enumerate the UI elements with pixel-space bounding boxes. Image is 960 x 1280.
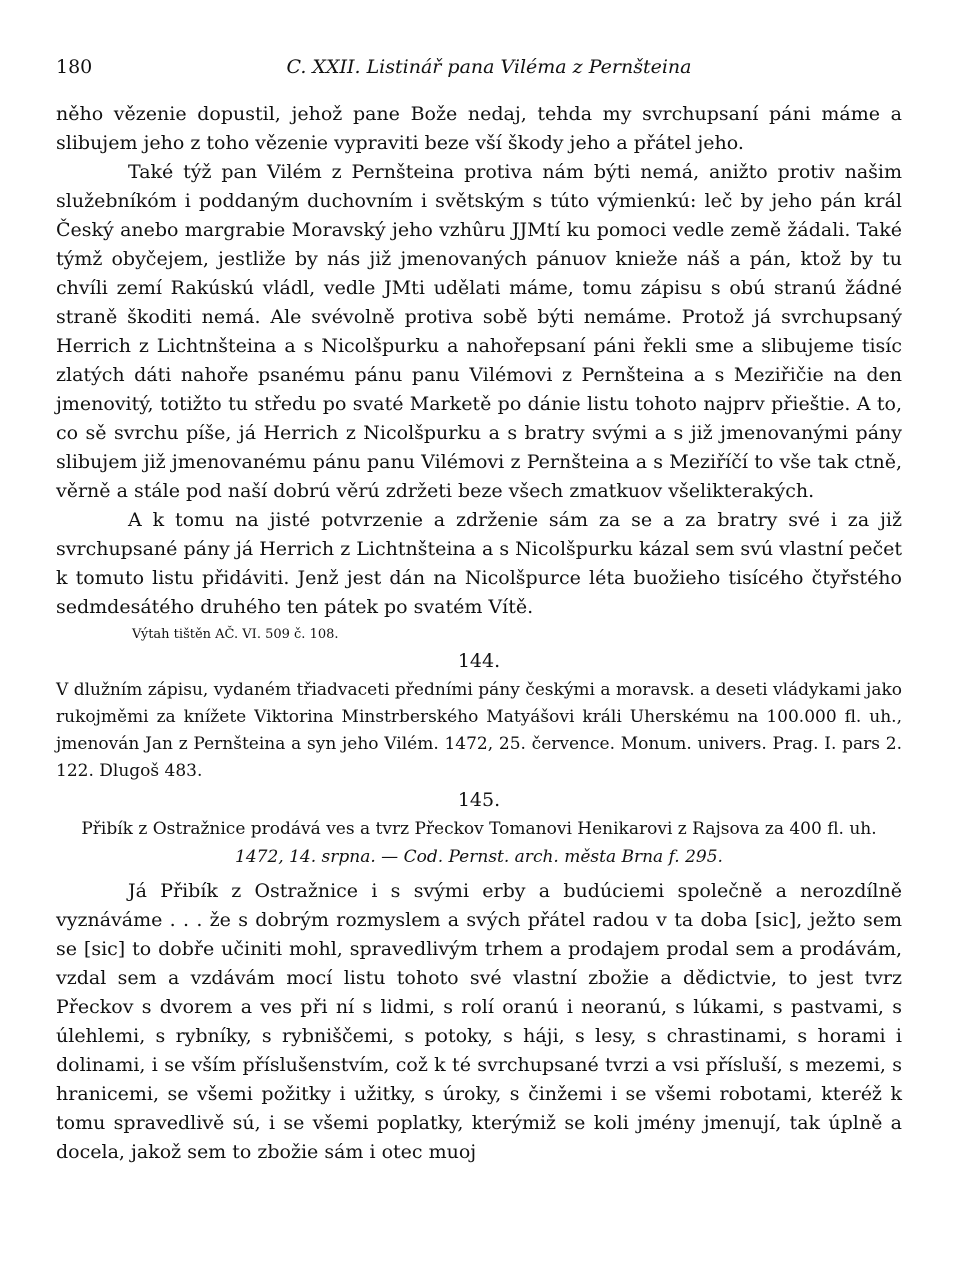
paragraph: Také týž pan Vilém z Pernšteina protiva nám býti nemá, anižto protiv našim služebníkóm i poddaným duchovním i světským s túto výmienkú: leč by jeho pán král Český anebo margrabie Moravský jeho vzhûru JJMtí ku pomoci vedle země žádali. Také týmž obyčejem, jestliže by nás již jmenovaných pánuov knieže náš a pán, ktož by tu chvíli zemí Rakúskú vládl, vedle JMti udělati máme, tomu zápisu s obú stranú žádné straně škoditi nemá. Ale svévolně protiva sobě býti nemáme. Protož já svrchupsaný Herrich z Lichtnšteina a s Nicolšpurku a nahořepsaní páni řekli sme a slibujeme tisíc zlatých dáti nahoře psanému pánu panu Vilémovi z Pernšteina a s Meziřičie na den jmenovitý, totižto tu středu po svaté Marketě po dánie listu tohoto najprv přieštie. A to, co sě svrchu píše, já Herrich z Nicolšpurku a s bratry svými a s již jmenovanými pány slibujem již jmenovanému pánu panu Vilémovi z Pernšteina a s Meziříčí to vše tak ctně, věrně a stále pod naší dobrú věrú zdržeti beze všech zmatkuov všelikterakých. (56, 161, 902, 502)
document-text: Já Přibík z Ostražnice i s svými erby a budúciemi společně a nerozdílně vyznáváme . . . že s dobrým rozmyslem a svých přátel radou v ta doba [sic], ježto sem se [sic] to dobře učiniti mohl, spravedlivým trhem a prodajem prodal sem a prodávám, vzdal sem a vzdávám mocí listu tohoto své vlastní zbožie a dědictvie, to jest tvrz Přeckov s dvorem a ves při ní s lidmi, s rolí oranú i neoranú, s lúkami, s pastvami, s úlehlemi, s rybníky, s rybniščemi, s potoky, s háji, s lesy, s chrastinami, s horami i dolinami, i se vším příslušenstvím, což k té svrchupsané tvrzi a vsi přísluší, s mezemi, s hranicemi, se všemi požitky i užitky, s úroky, s činžemi i se všemi robotami, kteréž k tomu spravedlivě sú, i se všemi poplatky, kterýmiž se koli jmény jmenují, tak úplně a docela, jakož sem to zbožie sám i otec muoj (56, 880, 902, 1163)
document-regest: V dlužním zápisu, vydaném třiadvaceti předními pány českými a moravsk. a deseti vládykami jako rukojměmi za knížete Viktorina Minstrberského Matyášovi králi Uherskému na 100.000 fl. uh., jmenován Jan z Pernšteina a syn jeho Vilém. 1472, 25. července. Monum. univers. Prag. I. pars 2. 122. Dlugoš 483. (56, 680, 902, 781)
paragraph: něho vězenie dopustil, jehož pane Bože nedaj, tehda my svrchupsaní páni máme a slibujem jeho z toho vězenie vypraviti beze vší škody jeho a přátel jeho. (56, 103, 902, 154)
source-note: Výtah tištěn AČ. VI. 509 č. 108. (132, 627, 339, 642)
running-head (56, 56, 902, 86)
paragraph: A k tomu na jisté potvrzenie a zdrženie sám za se a za bratry své i za již svrchupsané pány já Herrich z Lichtnšteina a s Nicolšpurku kázal sem svú vlastní pečet k tomuto listu přidáviti. Jenž jest dán na Nicolšpurce léta buožieho tisícého čtyřstého sedmdesátého druhého ten pátek po svatém Vítě. (56, 509, 902, 618)
running-title: C. XXII. Listinář pana Viléma z Pernšteina (286, 56, 692, 78)
page-number: 180 (56, 56, 93, 78)
document-number: 144. (457, 650, 501, 672)
document-dateline: 1472, 14. srpna. — Cod. Pernst. arch. města Brna f. 295. (235, 847, 723, 867)
document-number: 145. (457, 789, 501, 811)
document-regest: Přibík z Ostražnice prodává ves a tvrz Přeckov Tomanovi Henikarovi z Rajsova za 400 fl. uh. (81, 819, 877, 839)
page-body (56, 100, 902, 1167)
